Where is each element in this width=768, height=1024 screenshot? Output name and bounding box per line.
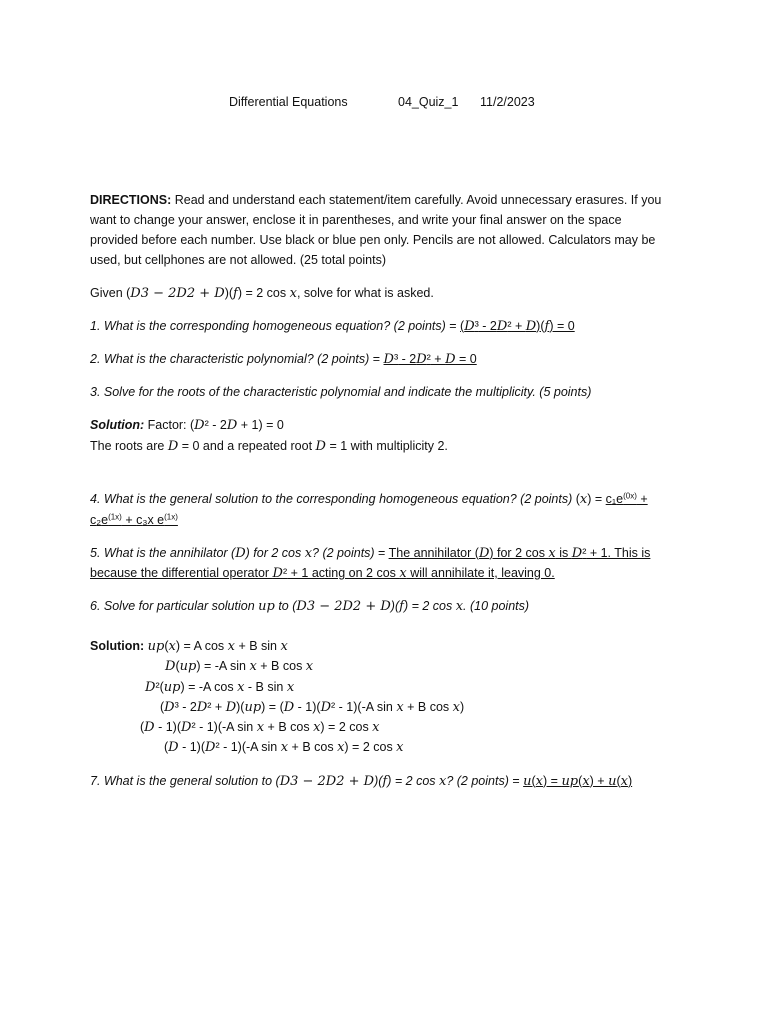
question-7-text: 7. What is the general solution to (D3 − 2D2 + D)(f) = 2 cos x? (2 points): [90, 774, 509, 789]
question-2-answer: D³ - 2D² + D = 0: [383, 352, 477, 367]
given-statement: Given (D3 − 2D2 + D)(f) = 2 cos x, solve for what is asked.: [90, 286, 434, 301]
directions-line-2: want to change your answer, enclose it in parentheses, and write your final answer on the space: [90, 213, 622, 227]
directions-line-1: DIRECTIONS: Read and understand each statement/item carefully. Avoid unnecessary erasures. If you: [90, 193, 662, 207]
question-3: [90, 382, 591, 402]
question-7-answer: u(x) = up(x) + u(x): [523, 774, 633, 789]
question-5-answer-line-1: The annihilator (D) for 2 cos x is D² + 1. This is: [388, 546, 651, 561]
solution-label: Solution:: [90, 418, 145, 432]
question-6-solution-step-2: D(up) = -A sin x + B cos x: [165, 659, 314, 674]
header-date: 11/2/2023: [480, 95, 535, 109]
question-6-solution-step-5: (D - 1)(D² - 1)(-A sin x + B cos x) = 2 cos x: [140, 720, 380, 735]
question-4-answer-part-2: $c_2e^{(1x)} + c_3x$ $e^{(1x)}$: [90, 512, 178, 527]
question-6-solution-step-6: (D - 1)(D² - 1)(-A sin x + B cos x) = 2 cos x: [164, 740, 404, 755]
question-5: 5. What is the annihilator (D) for 2 cos x? (2 points) = The annihilator (D) for 2 cos x is D² + 1. This is: [90, 546, 651, 561]
question-3-text: 3. Solve for the roots of the characteristic polynomial and indicate the multiplicity. (5 points): [90, 385, 592, 399]
question-5-answer-line-2: because the differential operator D² + 1 acting on 2 cos x will annihilate it, leaving 0.: [90, 566, 555, 581]
question-7: 7. What is the general solution to (D3 − 2D2 + D)(f) = 2 cos x? (2 points) = u(x) = up(x) + u(x): [90, 774, 633, 789]
question-4: 4. What is the general solution to the corresponding homogeneous equation? (2 points) $(x) = c_1e^{(0x)}$ +: [90, 491, 648, 507]
question-6-solution-step-3: D²(up) = -A cos x - B sin x: [145, 680, 295, 695]
question-1: 1. What is the corresponding homogeneous equation? (2 points) = (D³ - 2D² + D)(f) = 0: [90, 319, 575, 334]
question-3-factor: Solution: Factor: (D² - 2D + 1) = 0: [90, 418, 284, 433]
question-1-text: 1. What is the corresponding homogeneous equation? (2 points): [90, 319, 446, 333]
question-6-solution-step-4: (D³ - 2D² + D)(up) = (D - 1)(D² - 1)(-A sin x + B cos x): [160, 700, 465, 715]
question-5-text: 5. What is the annihilator (D) for 2 cos x? (2 points): [90, 546, 375, 561]
question-6-text: 6. Solve for particular solution up to (D3 − 2D2 + D)(f) = 2 cos x. (10 points): [90, 599, 530, 614]
question-4-answer-part-1: $c_1e^{(0x)}$ +: [605, 491, 648, 506]
question-4-text: 4. What is the general solution to the corresponding homogeneous equation? (2 points): [90, 492, 573, 506]
question-3-roots: The roots are D = 0 and a repeated root D = 1 with multiplicity 2.: [90, 439, 448, 454]
solution-label: Solution:: [90, 639, 145, 653]
question-2: 2. What is the characteristic polynomial? (2 points) = D³ - 2D² + D = 0: [90, 352, 477, 367]
header-subject: Differential Equations: [229, 95, 348, 109]
directions-label: DIRECTIONS:: [90, 193, 172, 207]
directions-line-4: used, but cellphones are not allowed. (25 total points): [90, 253, 387, 267]
question-2-text: 2. What is the characteristic polynomial? (2 points): [90, 352, 370, 366]
header-quiz-code: 04_Quiz_1: [398, 95, 459, 109]
question-6: [90, 596, 529, 617]
question-6-solution-step-1: Solution: up(x) = A cos x + B sin x: [90, 639, 288, 654]
directions-line-3: provided before each number. Use black or blue pen only. Pencils are not allowed. Calculators may be: [90, 233, 656, 247]
question-1-answer: (D³ - 2D² + D)(f) = 0: [460, 319, 575, 334]
